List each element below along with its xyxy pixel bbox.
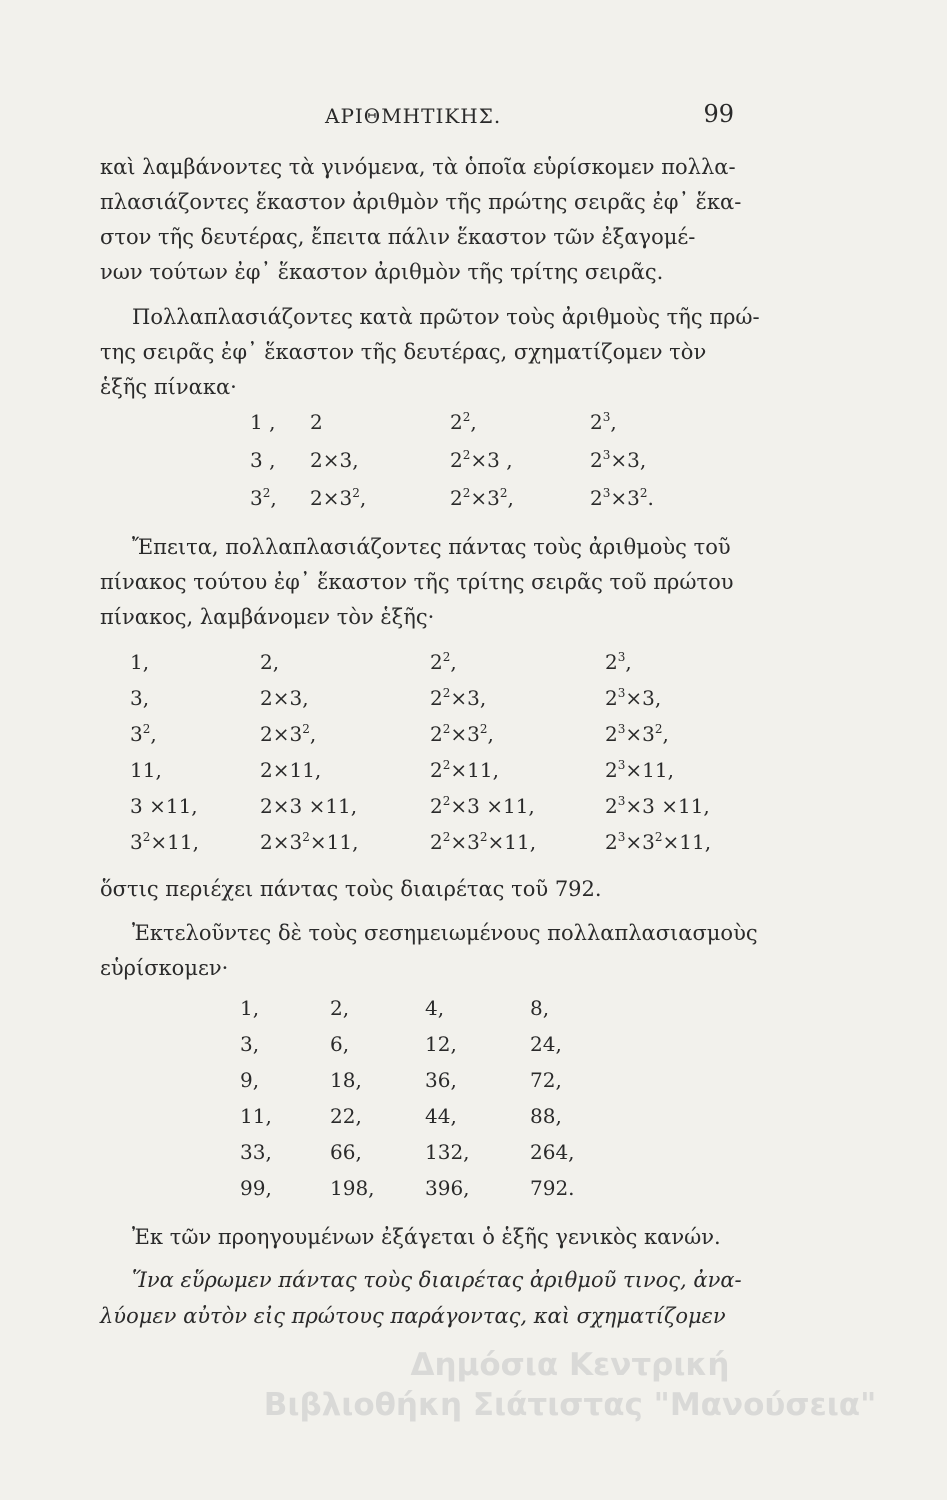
table-cell: $2^2$, bbox=[450, 410, 477, 434]
table-cell: 11, bbox=[240, 1104, 272, 1128]
text-line: καὶ λαμβάνοντες τὰ γινόμενα, τὰ ὁποῖα εὑρίσκομεν πολλα- bbox=[100, 155, 736, 179]
table-cell: 66, bbox=[330, 1140, 362, 1164]
table-cell: 72, bbox=[530, 1068, 562, 1092]
table-cell: $2^3\times 3^2$. bbox=[590, 486, 654, 510]
text-line: Ἐκ τῶν προηγουμένων ἐξάγεται ὁ ἑξῆς γενικὸς κανών. bbox=[132, 1225, 721, 1249]
text-line: ἑξῆς πίνακα· bbox=[100, 375, 237, 399]
table-cell: 2×3, bbox=[260, 686, 309, 710]
table-cell: $2^3\times 3$, bbox=[590, 448, 647, 472]
table-cell: $2^3\times 3$, bbox=[605, 686, 662, 710]
table-cell: 2×3 ×11, bbox=[260, 794, 358, 818]
table-cell: 2 bbox=[310, 410, 323, 434]
watermark-line: Βιβλιοθήκη Σιάτιστας "Μανούσεια" bbox=[263, 1387, 877, 1423]
table-cell: 2, bbox=[330, 996, 350, 1020]
table-cell: 1 , bbox=[250, 410, 276, 434]
table-cell: $2^3$, bbox=[605, 650, 632, 674]
text-line: της σειρᾶς ἐφ᾽ ἕκαστον τῆς δευτέρας, σχηματίζομεν τὸν bbox=[100, 340, 707, 364]
table-cell: $2^2$, bbox=[430, 650, 457, 674]
text-line: Ἵνα εὕρωμεν πάντας τοὺς διαιρέτας ἀριθμοῦ τινος, ἀνα- bbox=[132, 1268, 742, 1292]
table-cell: 132, bbox=[425, 1140, 470, 1164]
table-cell: 9, bbox=[240, 1068, 260, 1092]
paragraph-2 bbox=[100, 300, 760, 405]
library-watermark bbox=[220, 1345, 920, 1425]
table-cell: $2^2\times 3$ , bbox=[450, 448, 513, 472]
paragraph-4 bbox=[100, 872, 760, 907]
table-cell: 24, bbox=[530, 1032, 562, 1056]
table-cell: $2^2\times 3 \times 11$, bbox=[430, 794, 535, 818]
text-line: λύομεν αὐτὸν εἰς πρώτους παράγοντας, καὶ σχηματίζομεν bbox=[100, 1304, 726, 1328]
table-cell: 8, bbox=[530, 996, 550, 1020]
table-cell: 88, bbox=[530, 1104, 562, 1128]
table-cell: $2^2\times 3^2$, bbox=[430, 722, 494, 746]
paragraph-1 bbox=[100, 150, 760, 290]
table-cell: $2^2\times 3$, bbox=[430, 686, 487, 710]
table-cell: 3 ×11, bbox=[130, 794, 198, 818]
page-number: 99 bbox=[703, 100, 734, 128]
table-cell: 11, bbox=[130, 758, 162, 782]
table-cell: 3, bbox=[130, 686, 150, 710]
table-cell: 12, bbox=[425, 1032, 457, 1056]
table-cell: $2\times 3^2\times 11$, bbox=[260, 830, 359, 854]
table-cell: $2^3$, bbox=[590, 410, 617, 434]
table-cell: 198, bbox=[330, 1176, 375, 1200]
table-cell: $2^3\times 3 \times 11$, bbox=[605, 794, 710, 818]
table-cell: $2^2\times 3^2$, bbox=[450, 486, 514, 510]
table-cell: 6, bbox=[330, 1032, 350, 1056]
table-cell: $3^2\times 11$, bbox=[130, 830, 199, 854]
table-cell: 4, bbox=[425, 996, 445, 1020]
table-cell: $2^2\times 11$, bbox=[430, 758, 499, 782]
table-cell: 44, bbox=[425, 1104, 457, 1128]
page-header bbox=[95, 100, 740, 134]
table-cell: $3^2$, bbox=[130, 722, 157, 746]
paragraph-3 bbox=[100, 530, 760, 635]
table-cell: $2\times 3^2$, bbox=[310, 486, 367, 510]
table-cell: 99, bbox=[240, 1176, 272, 1200]
text-line: νων τούτων ἐφ᾽ ἕκαστον ἀριθμὸν τῆς τρίτης σειρᾶς. bbox=[100, 260, 664, 284]
table-cell: 792. bbox=[530, 1176, 575, 1200]
rule-statement bbox=[100, 1262, 760, 1334]
table-cell: 264, bbox=[530, 1140, 575, 1164]
table-cell: 1, bbox=[130, 650, 150, 674]
table-cell: $2^2\times 3^2\times 11$, bbox=[430, 830, 537, 854]
table-cell: 3 , bbox=[250, 448, 276, 472]
table-cell: 22, bbox=[330, 1104, 362, 1128]
table-cell: $2^3\times 11$, bbox=[605, 758, 674, 782]
text-line: Ἐκτελοῦντες δὲ τοὺς σεσημειωμένους πολλαπλασιασμοὺς bbox=[132, 921, 758, 945]
paragraph-6 bbox=[100, 1220, 760, 1255]
watermark-line: Δημόσια Κεντρική bbox=[410, 1347, 730, 1383]
table-cell: $3^2$, bbox=[250, 486, 277, 510]
running-title: ΑΡΙΘΜΗΤΙΚΗΣ. bbox=[325, 104, 502, 128]
table-cell: $2^3\times 3^2$, bbox=[605, 722, 669, 746]
table-cell: 1, bbox=[240, 996, 260, 1020]
table-cell: 3, bbox=[240, 1032, 260, 1056]
text-line: πίνακος, λαμβάνομεν τὸν ἑξῆς· bbox=[100, 605, 435, 629]
table-cell: 2×11, bbox=[260, 758, 322, 782]
table-cell: 396, bbox=[425, 1176, 470, 1200]
text-line: Πολλαπλασιάζοντες κατὰ πρῶτον τοὺς ἀριθμοὺς τῆς πρώ- bbox=[132, 305, 760, 329]
table-cell: 2×3, bbox=[310, 448, 359, 472]
text-line: στον τῆς δευτέρας, ἔπειτα πάλιν ἕκαστον τῶν ἐξαγομέ- bbox=[100, 225, 696, 249]
paragraph-5 bbox=[100, 916, 760, 986]
text-line: πίνακος τούτου ἐφ᾽ ἕκαστον τῆς τρίτης σειρᾶς τοῦ πρώτου bbox=[100, 570, 734, 594]
text-line: Ἔπειτα, πολλαπλασιάζοντες πάντας τοὺς ἀριθμοὺς τοῦ bbox=[132, 535, 731, 559]
text-line: εὑρίσκομεν· bbox=[100, 956, 229, 980]
table-cell: $2\times 3^2$, bbox=[260, 722, 317, 746]
table-cell: $2^3\times 3^2\times 11$, bbox=[605, 830, 712, 854]
table-cell: 18, bbox=[330, 1068, 362, 1092]
text-line: ὅστις περιέχει πάντας τοὺς διαιρέτας τοῦ 792. bbox=[100, 877, 602, 901]
text-line: πλασιάζοντες ἕκαστον ἀριθμὸν τῆς πρώτης σειρᾶς ἐφ᾽ ἕκα- bbox=[100, 190, 742, 214]
table-cell: 33, bbox=[240, 1140, 272, 1164]
table-cell: 2, bbox=[260, 650, 280, 674]
table-cell: 36, bbox=[425, 1068, 457, 1092]
